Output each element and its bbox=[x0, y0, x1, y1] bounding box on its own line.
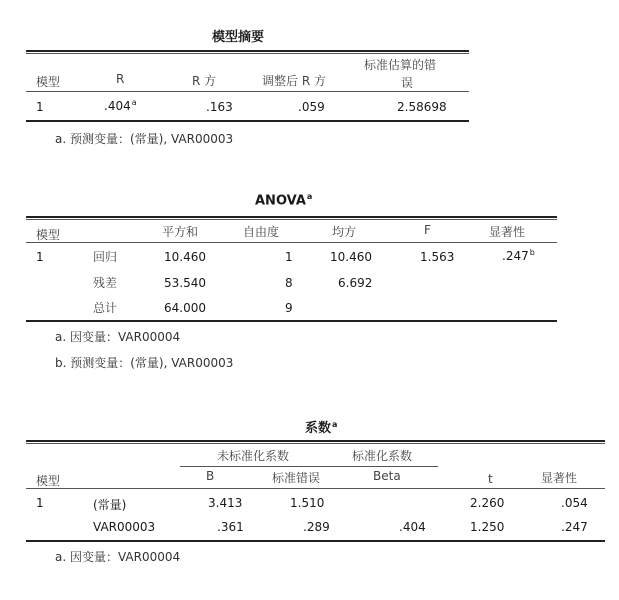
model-summary-top-rule-2 bbox=[26, 53, 469, 54]
anova-row3-label: 总计 bbox=[93, 301, 118, 315]
anova-row1-model: 1 bbox=[36, 250, 44, 264]
anova-header-df: 自由度 bbox=[243, 225, 280, 239]
ms-cell-r bbox=[104, 98, 137, 113]
coefficients-title-text: 系数 bbox=[305, 421, 332, 436]
anova-title bbox=[255, 192, 312, 208]
anova-row2-df: 8 bbox=[285, 276, 293, 290]
coefficients-title-footnote: a bbox=[332, 419, 338, 429]
coefficients-title bbox=[305, 417, 337, 436]
coef-header-model: 模型 bbox=[36, 474, 61, 488]
coef-row2-se: .289 bbox=[303, 520, 330, 534]
coefficients-top-rule bbox=[26, 440, 605, 442]
ms-header-r2: R 方 bbox=[192, 74, 217, 88]
coef-row2-sig: .247 bbox=[561, 520, 588, 534]
model-summary-title: 模型摘要 bbox=[212, 30, 265, 45]
ms-header-se-line2: 误 bbox=[401, 76, 414, 90]
coef-row2-label: VAR00003 bbox=[93, 520, 156, 534]
anova-footnote-a: a. 因变量：VAR00004 bbox=[55, 330, 181, 344]
coef-row2-b: .361 bbox=[217, 520, 244, 534]
anova-top-rule bbox=[26, 216, 557, 218]
anova-row3-ss: 64.000 bbox=[164, 301, 206, 315]
anova-title-footnote: a bbox=[306, 192, 313, 201]
coef-row1-t: 2.260 bbox=[470, 496, 505, 510]
anova-row2-ss: 53.540 bbox=[164, 276, 206, 290]
ms-cell-r-value: .404 bbox=[104, 99, 131, 113]
coef-group-rule bbox=[180, 466, 438, 467]
coef-footnote-a: a. 因变量：VAR00004 bbox=[55, 550, 181, 564]
ms-footnote-a: a. 预测变量：(常量), VAR00003 bbox=[55, 132, 234, 146]
anova-row1-sig-footnote: b bbox=[529, 248, 535, 257]
anova-row1-sig-value: .247 bbox=[502, 249, 529, 263]
model-summary-bottom-rule bbox=[26, 120, 469, 122]
anova-header-ss: 平方和 bbox=[162, 225, 199, 239]
coef-group-unstd: 未标准化系数 bbox=[217, 449, 290, 463]
anova-header-sig: 显著性 bbox=[489, 225, 526, 239]
coef-header-se: 标准错误 bbox=[272, 471, 321, 485]
ms-header-adj-r2: 调整后 R 方 bbox=[262, 74, 326, 88]
anova-row1-df: 1 bbox=[285, 250, 293, 264]
anova-header-ms: 均方 bbox=[332, 225, 357, 239]
coef-header-sig: 显著性 bbox=[541, 471, 578, 485]
anova-row1-f: 1.563 bbox=[420, 250, 455, 264]
ms-header-se-line1: 标准估算的错 bbox=[364, 58, 437, 72]
anova-row1-ss: 10.460 bbox=[164, 250, 206, 264]
ms-cell-model: 1 bbox=[36, 100, 44, 114]
coef-group-std: 标准化系数 bbox=[352, 449, 413, 463]
ms-cell-r2: .163 bbox=[206, 100, 233, 114]
coef-header-beta: Beta bbox=[373, 469, 401, 483]
anova-footnote-b: b. 预测变量：(常量), VAR00003 bbox=[55, 356, 234, 370]
ms-cell-se: 2.58698 bbox=[397, 100, 447, 114]
anova-row1-label: 回归 bbox=[93, 250, 118, 264]
ms-header-model: 模型 bbox=[36, 75, 61, 89]
coef-row1-label: (常量) bbox=[93, 498, 127, 512]
coef-row2-beta: .404 bbox=[399, 520, 426, 534]
anova-row2-label: 残差 bbox=[93, 276, 118, 290]
anova-row3-df: 9 bbox=[285, 301, 293, 315]
anova-row1-ms: 10.460 bbox=[330, 250, 372, 264]
anova-top-rule-2 bbox=[26, 219, 557, 220]
anova-title-text: ANOVA bbox=[255, 193, 306, 209]
coef-row1-model: 1 bbox=[36, 496, 44, 510]
coef-row1-b: 3.413 bbox=[208, 496, 243, 510]
coef-header-t: t bbox=[488, 472, 493, 486]
coef-header-b: B bbox=[206, 469, 215, 483]
anova-header-model: 模型 bbox=[36, 228, 61, 242]
coefficients-header-rule bbox=[26, 488, 605, 489]
coef-row1-se: 1.510 bbox=[290, 496, 325, 510]
ms-cell-r-footnote: a bbox=[131, 98, 137, 107]
anova-row2-ms: 6.692 bbox=[338, 276, 373, 290]
coef-row2-t: 1.250 bbox=[470, 520, 505, 534]
model-summary-header-rule bbox=[26, 91, 469, 92]
anova-row1-sig bbox=[502, 248, 535, 263]
ms-cell-adj-r2: .059 bbox=[298, 100, 325, 114]
coefficients-top-rule-2 bbox=[26, 443, 605, 444]
model-summary-top-rule bbox=[26, 50, 469, 52]
anova-bottom-rule bbox=[26, 320, 557, 322]
coef-row1-sig: .054 bbox=[561, 496, 588, 510]
ms-header-r: R bbox=[116, 72, 125, 86]
anova-header-f: F bbox=[424, 223, 431, 237]
coefficients-bottom-rule bbox=[26, 540, 605, 542]
anova-header-rule bbox=[26, 242, 557, 243]
